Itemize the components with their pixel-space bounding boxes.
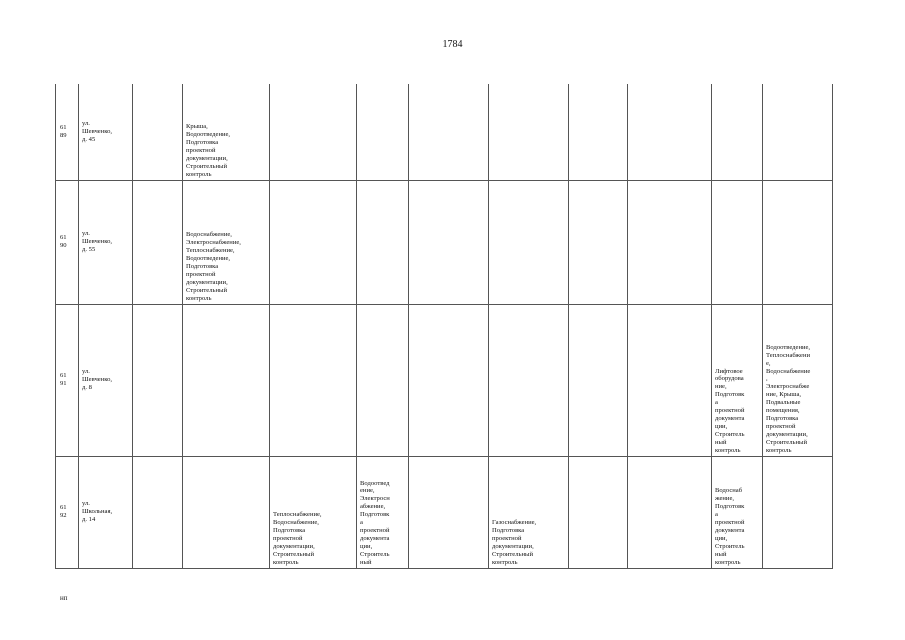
table-cell <box>569 456 628 568</box>
row-number: 61 89 <box>56 84 79 180</box>
table-cell: Водоснабжение, Электроснабжение, Теплоснабжение, Водоотведение, Подготовка проектной документации, Строительный контроль <box>183 180 270 304</box>
table-cell <box>763 84 833 180</box>
table-cell <box>357 304 409 456</box>
table-cell <box>133 180 183 304</box>
table-row <box>56 304 833 456</box>
table-cell <box>183 304 270 456</box>
table-cell: Водоотвед ение, Электросн абжение, Подготовк а проектной документа ции, Строитель ный <box>357 456 409 568</box>
table-cell <box>489 304 569 456</box>
table-cell <box>409 304 489 456</box>
address-cell: ул. Шевченко, д. 8 <box>79 304 133 456</box>
table-cell <box>357 180 409 304</box>
address-cell: ул. Шевченко, д. 55 <box>79 180 133 304</box>
table-row <box>56 180 833 304</box>
table-cell: Водоснаб жение, Подготовк а проектной документа ции, Строитель ный контроль <box>712 456 763 568</box>
table-cell: Крыша, Водоотведение, Подготовка проектной документации, Строительный контроль <box>183 84 270 180</box>
table-cell <box>569 180 628 304</box>
table-cell: Лифтовое оборудова ние, Подготовк а проектной документа ции, Строитель ный контроль <box>712 304 763 456</box>
row-number: 61 92 <box>56 456 79 568</box>
table-cell <box>409 456 489 568</box>
table-cell <box>270 304 357 456</box>
table-cell <box>628 304 712 456</box>
table-cell <box>569 304 628 456</box>
row-number: 61 90 <box>56 180 79 304</box>
table-cell <box>270 180 357 304</box>
table-cell: Теплоснабжение, Водоснабжение, Подготовка проектной документации, Строительный контроль <box>270 456 357 568</box>
table-cell <box>357 84 409 180</box>
page-footer-mark: нп <box>60 594 68 602</box>
row-number: 61 91 <box>56 304 79 456</box>
table-row <box>56 456 833 568</box>
table-cell <box>133 456 183 568</box>
table-cell <box>270 84 357 180</box>
table-cell <box>628 180 712 304</box>
table-cell <box>763 456 833 568</box>
page-number: 1784 <box>442 39 463 50</box>
table-cell <box>409 84 489 180</box>
table-cell <box>133 84 183 180</box>
table-cell <box>628 456 712 568</box>
table-cell <box>712 84 763 180</box>
table-cell <box>489 180 569 304</box>
table-cell <box>133 304 183 456</box>
table-cell <box>489 84 569 180</box>
table-cell <box>409 180 489 304</box>
table-row <box>56 84 833 180</box>
table-cell: Газоснабжение, Подготовка проектной документации, Строительный контроль <box>489 456 569 568</box>
table-cell <box>712 180 763 304</box>
table-cell <box>763 180 833 304</box>
table-cell <box>569 84 628 180</box>
table-cell: Водоотведение, Теплоснабжени е, Водоснабжение , Электроснабже ние, Крыша, Подвальные помещения, Подготовка проектной документации, Строительный контроль <box>763 304 833 456</box>
address-cell: ул. Шевченко, д. 45 <box>79 84 133 180</box>
address-cell: ул. Школьная, д. 14 <box>79 456 133 568</box>
register-table <box>55 84 833 569</box>
table-cell <box>183 456 270 568</box>
table-cell <box>628 84 712 180</box>
